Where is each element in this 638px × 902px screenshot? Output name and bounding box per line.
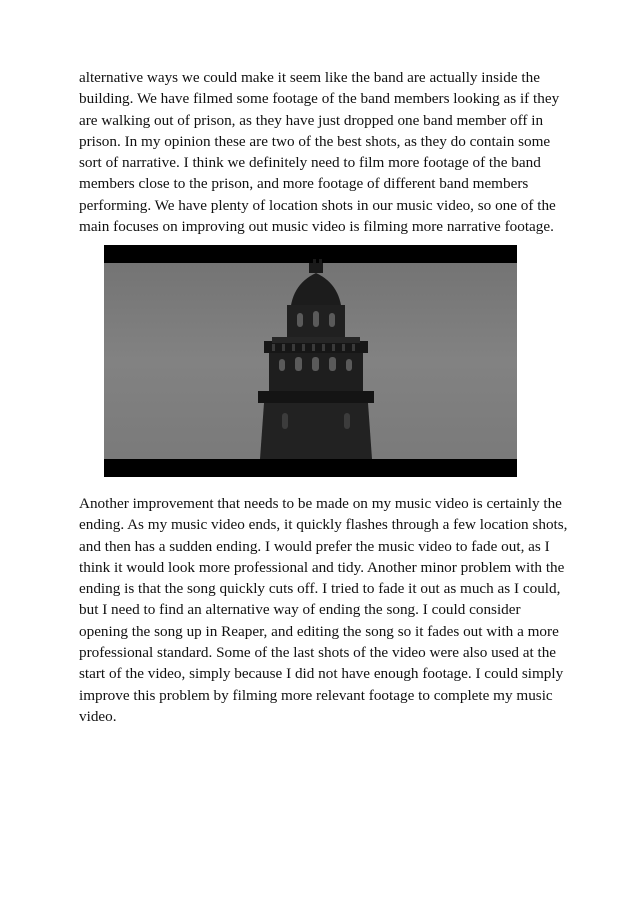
text-line: prison. In my opinion these are two of the best shots, as they do contain some: [79, 132, 551, 150]
letterbox-bottom: [104, 459, 517, 477]
letterbox-top: [104, 245, 517, 263]
text-line: building. We have filmed some footage of the band members looking as if they: [79, 90, 560, 108]
text-line: improve this problem by filming more relevant footage to complete my music: [79, 686, 553, 704]
text-line: are walking out of prison, as they have just dropped one band member off in: [79, 111, 544, 129]
video-still-prison-tower: [104, 245, 517, 477]
text-line: performing. We have plenty of location shots in our music video, so one of the: [79, 196, 556, 214]
text-line: main focuses on improving out music video is filming more narrative footage.: [79, 218, 554, 236]
text-line: video.: [79, 707, 117, 725]
text-line: ending is that the song quickly cuts off. I tried to fade it out as much as I could,: [79, 580, 561, 598]
text-line: and then has a sudden ending. I would prefer the music video to fade out, as I: [79, 537, 550, 555]
text-line: members close to the prison, and more footage of different band members: [79, 175, 529, 193]
text-line: but I need to find an alternative way of ending the song. I could consider: [79, 601, 521, 619]
text-line: Another improvement that needs to be made on my music video is certainly the: [79, 495, 562, 512]
paragraph-2: [79, 493, 569, 727]
balcony-railing: [272, 344, 355, 351]
paragraph-1: [79, 67, 569, 237]
text-line: start of the video, simply because I did not have enough footage. I could simply: [79, 665, 564, 683]
text-line: opening the song up in Reaper, and editing the song so it fades out with a more: [79, 622, 559, 640]
text-line: professional standard. Some of the last shots of the video were also used at the: [79, 644, 557, 662]
text-line: alternative ways we could make it seem like the band are actually inside the: [79, 69, 540, 86]
tower-image: [104, 245, 517, 477]
text-line: think it would look more professional and tidy. Another minor problem with the: [79, 558, 565, 576]
text-line: sort of narrative. I think we definitely need to film more footage of the band: [79, 154, 541, 172]
text-line: ending. As my music video ends, it quickly flashes through a few location shots,: [79, 516, 568, 534]
